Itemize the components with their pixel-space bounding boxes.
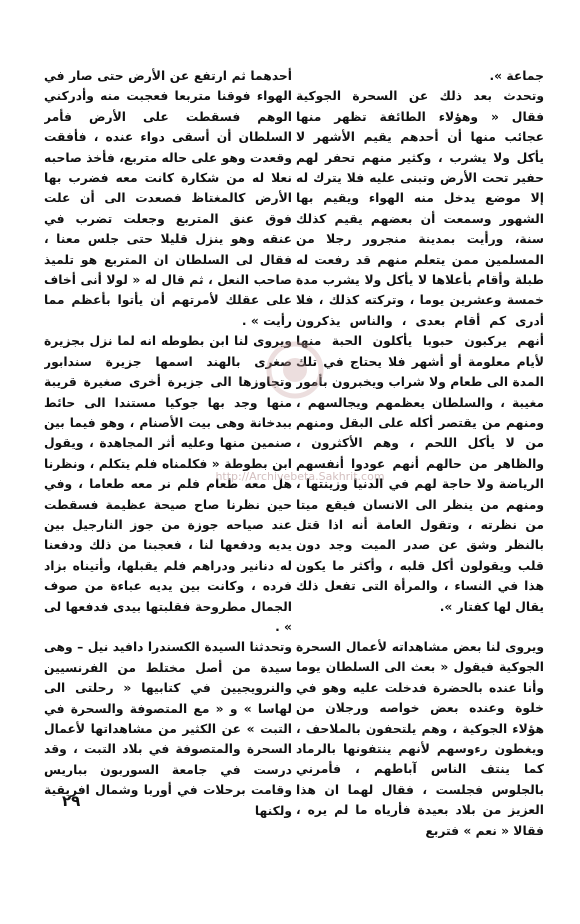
paragraph-levitation: أحدهما ثم ارتفع عن الأرض حتى صار في الهواء فوقنا متربعا فعجبت منه وأدركني الوهم فسقطت على الأرض فأمر السلطان أن أسقى دواء عنده ، فأفقت وقعدت وهو على حاله متربع، فأخذ صاحبه نعلا له من شكارة كانت معه فضرب بها الأرض كالمغتاظ فصعدت الى أن علت فوق عنق المتربع وجعلت تضرب في عنقه وهو ينزل قليلا حتى جلس معنا ، فقال لى السلطان ان المتربع هو تلميذ صاحب النعل ، ثم قال له « لولا أنى أخاف على عقلك لأمرتهم أن يأتوا بأعظم مما رأيت » . — [44, 69, 292, 328]
paragraph-continuation: جماعة ». — [489, 69, 544, 83]
watermark-site-text: http://Archivebeta.Sakhrit.com — [215, 470, 385, 483]
paragraph-alexandra-david-neel: وتحدثنا السيدة الكسندرا دافيد نيل – وهى سيدة من أصل مختلط من الفرنسيين والنرويجيين في كتابيها « رحلتى الى لهاسا » و « مع المتصوفة والسحرة في التبت » عن الكثير من مشاهداتها لأعمال السحرة والمتصوفة في بلاد التبت ، وقد درست في جامعة السوربون بباريس وقامت برحلات في أوربا وشمال افريقية ولكنها — [44, 640, 292, 818]
page-number: ٢٩ — [62, 792, 81, 810]
paragraph-sultan-account: ويروى لنا بعض مشاهداته لأعمال السحرة الجوكية فيقول « بعث الى السلطان يوما وأنا عنده بالحضرة فدخلت عليه وهو في خلوة وعنده بعض خواصه ورجلان من هؤلاء الجوكية ، وهم يلتحفون بالملاحف ، ويغطون رءوسهم لأنهم ينتفونها بالرماد كما ينتف الناس آباطهم ، فأمرني بالجلوس فجلست ، فقال لهما ان هذا العزيز من بلاد بعيدة فأرياه ما لم يره ، فقالا « نعم » فتربع — [296, 639, 544, 838]
left-text-column — [44, 66, 292, 826]
right-text-column — [296, 66, 544, 866]
paragraph-jogi-sorcerers: وتحدث بعد ذلك عن السحرة الجوكية فقال « وهؤلاء الطائفة تظهر منها عجائب منها أن أحدهم يقيم الأشهر لا يأكل ولا يشرب ، وكثير منهم تحفر لهم حفير تحت الأرض وتبنى عليه فلا يترك له إلا موضع يدخل منه الهواء ويقيم بها الشهور وسمعت أن بعضهم يقيم كذلك سنة، ورأيت بمدينة منجرور رجلا من المسلمين ممن يتعلم منهم قد رفعت له طبلة وأقام بأعلاها لا يأكل ولا يشرب مدة خمسة وعشرين يوما ، وتركته كذلك ، فلا أدرى كم أقام بعدى ، والناس يذكرون أنهم يركبون حبوبا يأكلون الحبة منها لأيام معلومة أو أشهر فلا يحتاج في تلك المدة الى طعام ولا شراب ويخبرون بأمور مغيبة ، والسلطان يعظمهم ويجالسهم ، ومنهم من يقتصر أكله على البقل ومنهم من لا يأكل اللحم ، وهم الأكثرون ، والظاهر من حالهم أنهم عودوا أنفسهم الرياضة ولا حاجة لهم في الدنيا وزينتها ، ومنهم من ينظر الى الانسان فيقع ميتا من نظرته ، وتقول العامة أنه اذا قتل بالنظر وشق عن صدر الميت وجد دون قلب ويقولون أكل قلبه ، وأكثر ما يكون هذا في النساء ، والمرأة التى تفعل ذلك يقال لها كفتار ». — [296, 89, 544, 614]
paragraph-ibn-battuta: ويروى لنا ابن بطوطه انه لما نزل بجزيرة صغرى بالهند اسمها جزيرة سندابور وتجاوزها الى جزيرة أخرى صغيرة قريبة منها وجد بها جوكيا مستندا الى حائط ببدخانة وهى بيت الأصنام ، وهو فيما بين صنمين منها وعليه أثر المجاهدة ، ويقول ابن بطوطة « فكلمناه فلم يتكلم ، ونظرنا هل معه طعام فلم نر معه طعاما ، وفي حين نظرنا صاح صيحة عظيمة فسقطت عند صياحه جوزة من جوز النارجيل بين يديه ودفعها لنا ، فعجبنا من ذلك ودفعنا له دنانير ودراهم فلم يقبلها، وأتيناه بزاد فرده ، وكانت بين يديه عباءة من صوف الجمال مطروحة فقلبتها بيدى فدفعها لى » . — [44, 334, 292, 634]
paragraph-spacer — [296, 617, 544, 637]
